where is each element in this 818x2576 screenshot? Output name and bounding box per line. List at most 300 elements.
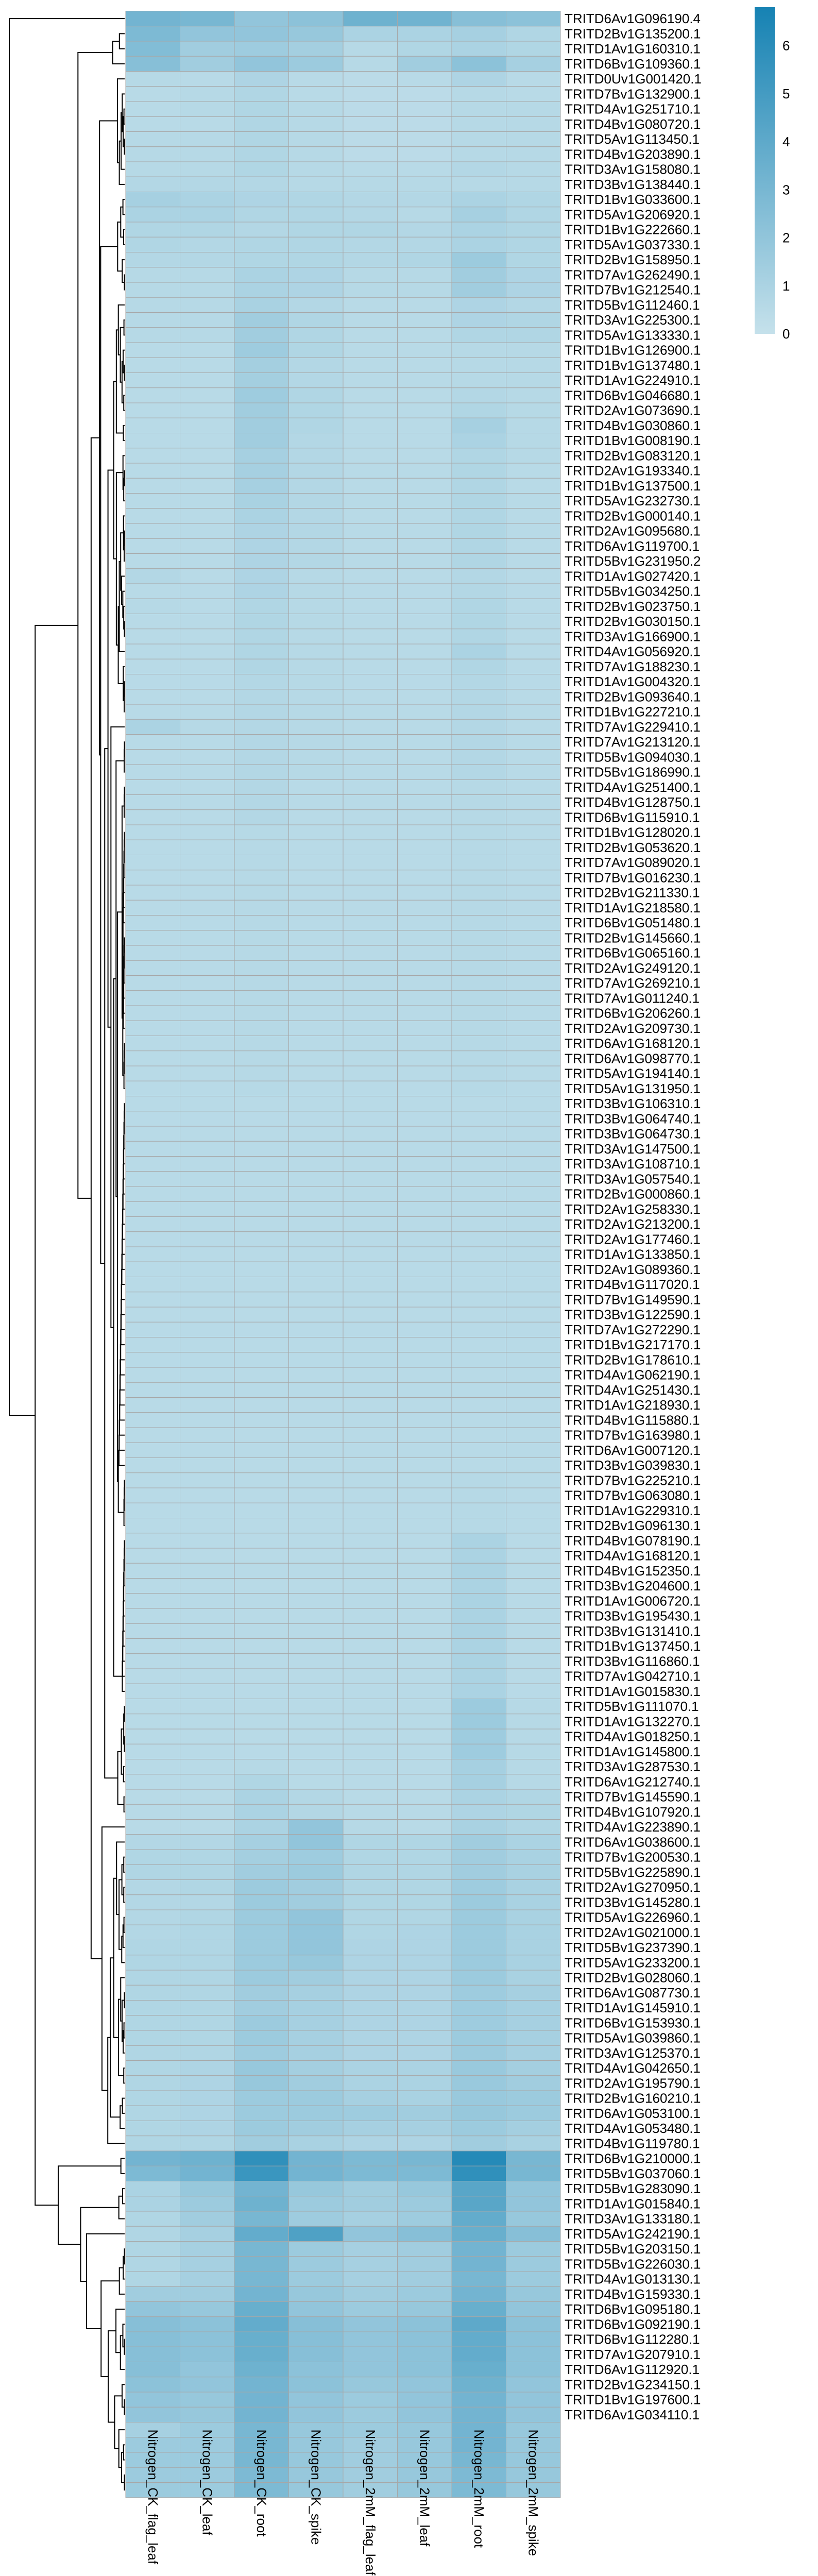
- heatmap-cell: [289, 2030, 344, 2045]
- heatmap-cell: [398, 1081, 452, 1096]
- heatmap-cell: [126, 1066, 180, 1081]
- heatmap-cell: [126, 614, 180, 629]
- heatmap-cell: [126, 2015, 180, 2030]
- heatmap-cell: [289, 2136, 344, 2151]
- row-label: TRITD1Bv1G008190.1: [565, 433, 701, 449]
- heatmap-cell: [506, 870, 561, 885]
- heatmap-cell: [234, 2257, 289, 2272]
- heatmap-cell: [343, 1503, 398, 1518]
- heatmap-cell: [289, 2211, 344, 2226]
- heatmap-cell: [234, 1850, 289, 1865]
- heatmap-cell: [506, 569, 561, 584]
- heatmap-cell: [289, 825, 344, 840]
- heatmap-cell: [289, 1217, 344, 1232]
- heatmap-cell: [126, 2076, 180, 2091]
- row-label: TRITD4Av1G013130.1: [565, 2271, 701, 2287]
- heatmap-cell: [289, 26, 344, 41]
- heatmap-cell: [343, 1458, 398, 1473]
- heatmap-cell: [398, 2392, 452, 2407]
- heatmap-cell: [234, 2272, 289, 2286]
- heatmap-cell: [126, 1850, 180, 1865]
- heatmap-cell: [289, 960, 344, 975]
- heatmap-cell: [126, 1654, 180, 1669]
- heatmap-cell: [289, 689, 344, 704]
- heatmap-cell: [234, 870, 289, 885]
- heatmap-cell: [398, 72, 452, 87]
- row-label: TRITD4Bv1G152350.1: [565, 1563, 701, 1579]
- heatmap-cell: [398, 1729, 452, 1744]
- heatmap-cell: [180, 1955, 235, 1970]
- heatmap-cell: [506, 1579, 561, 1594]
- heatmap-cell: [234, 1398, 289, 1413]
- dendrogram-branch: [124, 2068, 125, 2083]
- heatmap-cell: [126, 388, 180, 403]
- heatmap-cell: [289, 644, 344, 659]
- heatmap-cell: [506, 1850, 561, 1865]
- heatmap-cell: [180, 1533, 235, 1548]
- heatmap-cell: [398, 795, 452, 810]
- heatmap-cell: [398, 2061, 452, 2076]
- heatmap-cell: [398, 1157, 452, 1172]
- heatmap-cell: [180, 463, 235, 478]
- heatmap-cell: [398, 433, 452, 448]
- heatmap-cell: [506, 1940, 561, 1955]
- row-label: TRITD5Av1G039860.1: [565, 2030, 701, 2046]
- heatmap-cell: [289, 1352, 344, 1367]
- heatmap-cell: [452, 494, 506, 509]
- heatmap-cell: [506, 538, 561, 553]
- heatmap-cell: [126, 343, 180, 358]
- heatmap-cell: [506, 403, 561, 418]
- heatmap-cell: [126, 2211, 180, 2226]
- heatmap-cell: [126, 1187, 180, 1201]
- heatmap-cell: [180, 1940, 235, 1955]
- heatmap-cell: [289, 328, 344, 343]
- heatmap-cell: [126, 1940, 180, 1955]
- heatmap-cell: [180, 976, 235, 991]
- heatmap-cell: [452, 1443, 506, 1458]
- heatmap-cell: [398, 177, 452, 192]
- heatmap-cell: [126, 2362, 180, 2377]
- dendrogram-branch: [120, 33, 125, 48]
- heatmap-cell: [398, 1759, 452, 1774]
- row-label: TRITD7Av1G269210.1: [565, 975, 701, 991]
- row-label: TRITD4Av1G062190.1: [565, 1367, 701, 1383]
- heatmap-cell: [289, 840, 344, 855]
- heatmap-cell: [180, 1594, 235, 1608]
- row-label: TRITD5Bv1G034250.1: [565, 583, 701, 599]
- heatmap-cell: [126, 11, 180, 26]
- heatmap-cell: [343, 1729, 398, 1744]
- heatmap-cell: [289, 2317, 344, 2332]
- legend-tick-label: 0: [782, 326, 790, 342]
- heatmap-cell: [343, 1895, 398, 1910]
- heatmap-cell: [126, 1774, 180, 1789]
- heatmap-cell: [234, 1172, 289, 1187]
- heatmap-cell: [452, 584, 506, 599]
- heatmap-cell: [398, 719, 452, 734]
- dendrogram-branch: [35, 625, 78, 2205]
- heatmap-cell: [506, 1201, 561, 1216]
- heatmap-cell: [234, 644, 289, 659]
- heatmap-cell: [452, 101, 506, 116]
- heatmap-cell: [398, 2302, 452, 2317]
- row-label: TRITD2Bv1G096130.1: [565, 1518, 701, 1534]
- row-label: TRITD4Av1G056920.1: [565, 643, 701, 659]
- heatmap-cell: [126, 1352, 180, 1367]
- heatmap-cell: [398, 976, 452, 991]
- heatmap-cell: [234, 2106, 289, 2121]
- row-label: TRITD2Av1G095680.1: [565, 523, 701, 539]
- heatmap-cell: [452, 2121, 506, 2136]
- heatmap-cell: [126, 41, 180, 56]
- heatmap-cell: [452, 945, 506, 960]
- heatmap-cell: [234, 1865, 289, 1879]
- heatmap-cell: [343, 1865, 398, 1879]
- heatmap-cell: [180, 1865, 235, 1879]
- heatmap-cell: [126, 2377, 180, 2392]
- heatmap-cell: [506, 644, 561, 659]
- heatmap-cell: [126, 1277, 180, 1292]
- heatmap-cell: [398, 1322, 452, 1337]
- heatmap-cell: [506, 779, 561, 794]
- heatmap-cell: [180, 1201, 235, 1216]
- heatmap-cell: [234, 1277, 289, 1292]
- legend-tick-label: 1: [782, 278, 790, 294]
- heatmap-cell: [234, 297, 289, 312]
- heatmap-cell: [343, 1925, 398, 1940]
- heatmap-cell: [180, 478, 235, 493]
- heatmap-cell: [343, 554, 398, 569]
- heatmap-cell: [126, 177, 180, 192]
- heatmap-cell: [343, 282, 398, 297]
- row-label: TRITD7Bv1G145590.1: [565, 1789, 701, 1805]
- heatmap-cell: [506, 1835, 561, 1850]
- heatmap-cell: [126, 855, 180, 870]
- heatmap-cell: [180, 1608, 235, 1623]
- heatmap-cell: [289, 2045, 344, 2060]
- heatmap-cell: [343, 1382, 398, 1397]
- heatmap-cell: [180, 2151, 235, 2166]
- heatmap-cell: [234, 1232, 289, 1247]
- heatmap-cell: [180, 1307, 235, 1322]
- heatmap-cell: [126, 1594, 180, 1608]
- heatmap-cell: [398, 1096, 452, 1111]
- heatmap-cell: [343, 1473, 398, 1488]
- heatmap-cell: [180, 433, 235, 448]
- heatmap-cell: [234, 960, 289, 975]
- heatmap-cell: [452, 1714, 506, 1729]
- row-label: TRITD7Bv1G149590.1: [565, 1292, 701, 1308]
- heatmap-cell: [180, 1548, 235, 1563]
- heatmap-cell: [343, 1518, 398, 1533]
- heatmap-cell: [126, 1820, 180, 1835]
- heatmap-cell: [180, 1970, 235, 1985]
- heatmap-cell: [289, 1006, 344, 1021]
- heatmap-cell: [452, 2392, 506, 2407]
- heatmap-cell: [289, 1623, 344, 1638]
- heatmap-cell: [126, 2045, 180, 2060]
- row-label: TRITD1Av1G218580.1: [565, 900, 701, 916]
- heatmap-cell: [452, 2362, 506, 2377]
- heatmap-cell: [506, 1021, 561, 1036]
- heatmap-cell: [180, 599, 235, 614]
- heatmap-cell: [289, 779, 344, 794]
- row-label: TRITD5Bv1G237390.1: [565, 1940, 701, 1956]
- heatmap-cell: [289, 1157, 344, 1172]
- heatmap-cell: [289, 177, 344, 192]
- heatmap-cell: [289, 1895, 344, 1910]
- heatmap-cell: [126, 2001, 180, 2015]
- heatmap-cell: [126, 810, 180, 825]
- heatmap-cell: [180, 719, 235, 734]
- heatmap-cell: [180, 192, 235, 207]
- heatmap-cell: [506, 1880, 561, 1895]
- row-label: TRITD2Bv1G000140.1: [565, 508, 701, 524]
- heatmap-cell: [126, 2257, 180, 2272]
- dendrogram-branch: [100, 247, 117, 1264]
- heatmap-cell: [506, 2226, 561, 2241]
- heatmap-cell: [452, 1367, 506, 1382]
- row-label: TRITD3Bv1G131410.1: [565, 1623, 701, 1639]
- heatmap-cell: [398, 900, 452, 915]
- heatmap-cell: [126, 584, 180, 599]
- heatmap-cell: [234, 222, 289, 237]
- heatmap-cell: [398, 1172, 452, 1187]
- heatmap-cell: [452, 1141, 506, 1156]
- heatmap-cell: [452, 2061, 506, 2076]
- row-label: TRITD2Av1G213200.1: [565, 1216, 701, 1232]
- heatmap-cell: [234, 2407, 289, 2422]
- heatmap-cell: [180, 629, 235, 644]
- heatmap-cell: [234, 1579, 289, 1594]
- heatmap-cell: [452, 1518, 506, 1533]
- heatmap-cell: [506, 1413, 561, 1428]
- heatmap-cell: [126, 463, 180, 478]
- heatmap-cell: [289, 448, 344, 463]
- heatmap-cell: [506, 599, 561, 614]
- heatmap-cell: [506, 614, 561, 629]
- heatmap-cell: [506, 584, 561, 599]
- heatmap-cell: [234, 2091, 289, 2106]
- heatmap-cell: [180, 1232, 235, 1247]
- heatmap-cell: [126, 1262, 180, 1277]
- heatmap-cell: [343, 1398, 398, 1413]
- heatmap-cell: [126, 599, 180, 614]
- heatmap-cell: [398, 1925, 452, 1940]
- heatmap-cell: [126, 373, 180, 388]
- heatmap-cell: [452, 2196, 506, 2211]
- heatmap-cell: [506, 1865, 561, 1879]
- dendrogram-branch: [124, 1797, 125, 1812]
- heatmap-cell: [398, 689, 452, 704]
- row-label: TRITD3Bv1G145280.1: [565, 1894, 701, 1910]
- heatmap-cell: [234, 2211, 289, 2226]
- heatmap-cell: [289, 388, 344, 403]
- heatmap-cell: [452, 1594, 506, 1608]
- heatmap-cell: [126, 1473, 180, 1488]
- heatmap-cell: [126, 1141, 180, 1156]
- heatmap-cell: [398, 313, 452, 328]
- heatmap-cell: [398, 1126, 452, 1141]
- row-label: TRITD1Av1G218930.1: [565, 1397, 701, 1413]
- heatmap-cell: [343, 403, 398, 418]
- row-label: TRITD2Bv1G000860.1: [565, 1186, 701, 1202]
- heatmap-cell: [289, 1699, 344, 1714]
- heatmap-cell: [180, 403, 235, 418]
- heatmap-cell: [126, 267, 180, 282]
- heatmap-cell: [343, 584, 398, 599]
- column-label: Nitrogen_2mM_flag_leaf: [362, 2429, 378, 2575]
- heatmap-cell: [289, 2286, 344, 2301]
- heatmap-cell: [289, 2151, 344, 2166]
- heatmap-cell: [343, 2151, 398, 2166]
- heatmap-cell: [126, 1789, 180, 1804]
- heatmap-cell: [289, 358, 344, 372]
- heatmap-cell: [289, 945, 344, 960]
- heatmap-cell: [506, 1820, 561, 1835]
- row-label: TRITD5Av1G226960.1: [565, 1909, 701, 1925]
- heatmap-cell: [234, 1262, 289, 1277]
- heatmap-cell: [180, 1322, 235, 1337]
- heatmap-cell: [289, 1428, 344, 1443]
- heatmap-cell: [452, 1111, 506, 1126]
- row-label: TRITD2Av1G193340.1: [565, 463, 701, 479]
- heatmap-cell: [398, 1337, 452, 1352]
- heatmap-cell: [180, 2332, 235, 2347]
- heatmap-cell: [343, 735, 398, 750]
- heatmap-cell: [398, 1744, 452, 1759]
- heatmap-cell: [126, 1126, 180, 1141]
- heatmap-cell: [180, 916, 235, 930]
- heatmap-cell: [398, 41, 452, 56]
- heatmap-cell: [452, 1533, 506, 1548]
- row-label: TRITD1Av1G145800.1: [565, 1743, 701, 1759]
- heatmap-cell: [180, 72, 235, 87]
- heatmap-cell: [343, 930, 398, 945]
- row-label: TRITD2Av1G249120.1: [565, 960, 701, 976]
- heatmap-cell: [234, 192, 289, 207]
- dendrogram-branch: [117, 222, 122, 271]
- heatmap-cell: [452, 2181, 506, 2196]
- heatmap-cell: [126, 207, 180, 222]
- heatmap-cell: [234, 855, 289, 870]
- heatmap-cell: [126, 2106, 180, 2121]
- heatmap-cell: [452, 810, 506, 825]
- heatmap-cell: [234, 704, 289, 719]
- heatmap-cell: [180, 1141, 235, 1156]
- heatmap-cell: [126, 87, 180, 101]
- heatmap-cell: [180, 840, 235, 855]
- heatmap-cell: [234, 1443, 289, 1458]
- row-label: TRITD1Bv1G197600.1: [565, 2392, 701, 2408]
- heatmap-cell: [126, 1729, 180, 1744]
- heatmap-cell: [398, 2347, 452, 2362]
- heatmap-cell: [506, 840, 561, 855]
- heatmap-cell: [289, 1413, 344, 1428]
- heatmap-cell: [289, 870, 344, 885]
- heatmap-cell: [452, 1684, 506, 1699]
- heatmap-cell: [343, 1563, 398, 1578]
- heatmap-cell: [343, 538, 398, 553]
- heatmap-cell: [343, 674, 398, 689]
- heatmap-cell: [452, 1804, 506, 1819]
- heatmap-cell: [398, 2226, 452, 2241]
- heatmap-cell: [289, 916, 344, 930]
- heatmap-cell: [180, 1292, 235, 1307]
- heatmap-cell: [452, 1850, 506, 1865]
- heatmap-cell: [234, 2181, 289, 2196]
- heatmap-cell: [234, 1247, 289, 1262]
- heatmap-cell: [506, 494, 561, 509]
- heatmap-cell: [180, 1910, 235, 1925]
- heatmap-cell: [289, 735, 344, 750]
- heatmap-cell: [398, 1443, 452, 1458]
- heatmap-cell: [289, 885, 344, 900]
- heatmap-cell: [343, 388, 398, 403]
- heatmap-cell: [180, 2286, 235, 2301]
- heatmap-cell: [343, 463, 398, 478]
- heatmap-cell: [506, 267, 561, 282]
- legend-tick-label: 4: [782, 134, 790, 150]
- row-label: TRITD6Bv1G112280.1: [565, 2331, 700, 2347]
- heatmap-cell: [126, 629, 180, 644]
- heatmap-cell: [343, 2030, 398, 2045]
- dendrogram-branch: [124, 395, 125, 410]
- heatmap-cell: [452, 2257, 506, 2272]
- heatmap-cell: [506, 2377, 561, 2392]
- heatmap-cell: [452, 1247, 506, 1262]
- heatmap-cell: [126, 1880, 180, 1895]
- heatmap-cell: [234, 1654, 289, 1669]
- heatmap-cell: [180, 147, 235, 162]
- heatmap-cell: [506, 2317, 561, 2332]
- heatmap-cell: [180, 2196, 235, 2211]
- heatmap-cell: [452, 1201, 506, 1216]
- heatmap-cell: [234, 1292, 289, 1307]
- heatmap-cell: [343, 1051, 398, 1066]
- heatmap-cell: [452, 1081, 506, 1096]
- row-label: TRITD6Av1G007120.1: [565, 1442, 701, 1458]
- heatmap-cell: [126, 358, 180, 372]
- heatmap-cell: [343, 11, 398, 26]
- heatmap-cell: [234, 779, 289, 794]
- heatmap-cell: [289, 41, 344, 56]
- heatmap-cell: [398, 1066, 452, 1081]
- heatmap-cell: [234, 2392, 289, 2407]
- heatmap-cell: [289, 1850, 344, 1865]
- heatmap-cell: [452, 1021, 506, 1036]
- heatmap-cell: [289, 1865, 344, 1879]
- row-label: TRITD5Bv1G225890.1: [565, 1864, 701, 1880]
- row-label: TRITD6Bv1G115910.1: [565, 809, 700, 825]
- heatmap-cell: [452, 1940, 506, 1955]
- row-label: TRITD3Av1G147500.1: [565, 1141, 701, 1157]
- row-label: TRITD5Bv1G283090.1: [565, 2181, 701, 2197]
- heatmap-cell: [506, 765, 561, 779]
- heatmap-cell: [506, 297, 561, 312]
- heatmap-cell: [126, 1337, 180, 1352]
- row-label: TRITD4Av1G251430.1: [565, 1382, 701, 1398]
- heatmap-cell: [180, 1473, 235, 1488]
- heatmap-cell: [398, 147, 452, 162]
- heatmap-cell: [506, 1608, 561, 1623]
- heatmap-cell: [343, 1157, 398, 1172]
- heatmap-cell: [452, 448, 506, 463]
- heatmap-cell: [343, 1367, 398, 1382]
- heatmap-cell: [289, 313, 344, 328]
- heatmap-cell: [289, 719, 344, 734]
